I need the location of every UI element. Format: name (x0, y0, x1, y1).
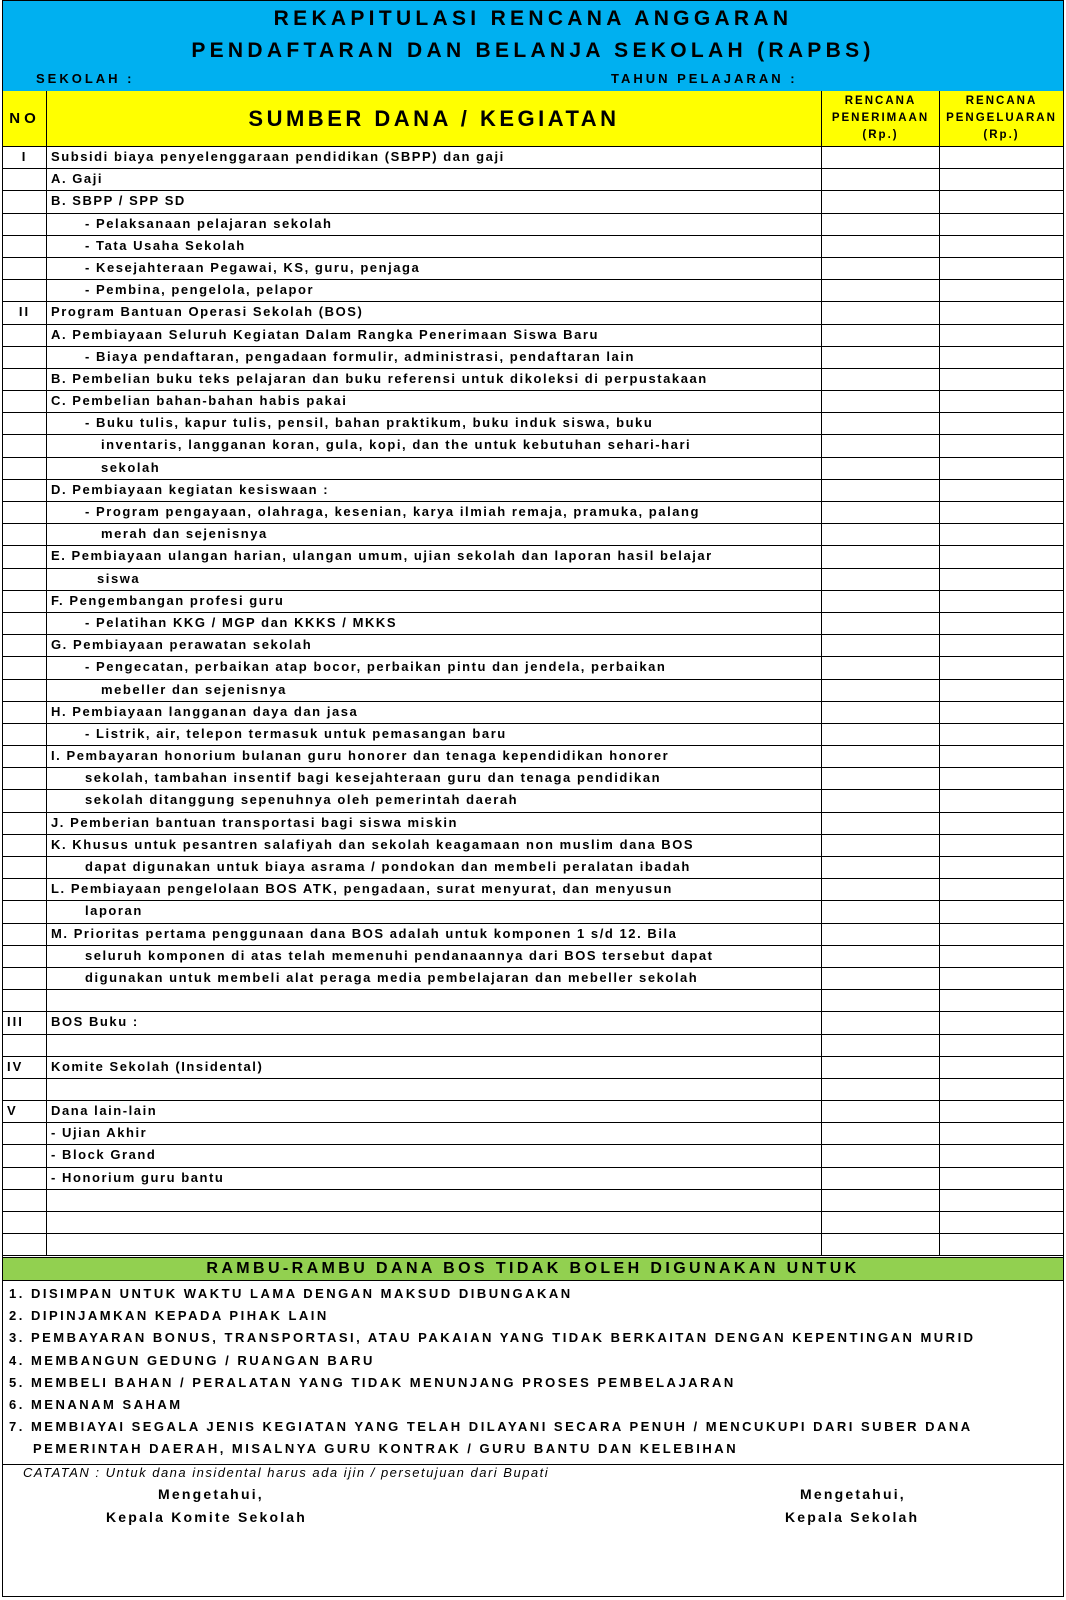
table-row (3, 1035, 1063, 1057)
rencana-penerimaan-cell[interactable] (822, 236, 940, 257)
table-row (3, 214, 1063, 236)
rencana-pengeluaran-cell[interactable] (940, 258, 1063, 279)
rencana-penerimaan-cell[interactable] (822, 191, 940, 212)
table-row (3, 569, 1063, 591)
table-row (3, 391, 1063, 413)
rencana-pengeluaran-cell[interactable] (940, 879, 1063, 900)
table-row (3, 1168, 1063, 1190)
row-description: sekolah, tambahan insentif bagi kesejahteraan guru dan tenaga pendidikan (47, 768, 822, 789)
row-number (3, 258, 47, 279)
rencana-pengeluaran-cell[interactable] (940, 325, 1063, 346)
header-penerimaan-line: PENERIMAAN (831, 112, 930, 124)
rambu-item: 6. MENANAM SAHAM (9, 1397, 183, 1413)
row-description: B. Pembelian buku teks pelajaran dan buku referensi untuk dikoleksi di perpustakaan (47, 369, 822, 390)
row-description: A. Gaji (47, 169, 822, 190)
table-row (3, 524, 1063, 546)
row-description: J. Pemberian bantuan transportasi bagi siswa miskin (47, 813, 822, 834)
rencana-penerimaan-cell[interactable] (822, 458, 940, 479)
row-number (3, 1145, 47, 1166)
rencana-penerimaan-cell[interactable] (822, 480, 940, 501)
row-description: seluruh komponen di atas telah memenuhi pendanaannya dari BOS tersebut dapat (47, 946, 822, 967)
rencana-penerimaan-cell[interactable] (822, 901, 940, 922)
rencana-penerimaan-cell[interactable] (822, 1123, 940, 1144)
header-rencana-pengeluaran (940, 91, 1063, 146)
header-pengeluaran-line: (Rp.) (983, 129, 1020, 141)
rencana-pengeluaran-cell[interactable] (940, 657, 1063, 678)
rencana-pengeluaran-cell[interactable] (940, 347, 1063, 368)
row-description (47, 1234, 822, 1255)
title-line-2: PENDAFTARAN DAN BELANJA SEKOLAH (RAPBS) (191, 39, 875, 62)
row-description: Komite Sekolah (Insidental) (47, 1057, 822, 1078)
rambu-item: 3. PEMBAYARAN BONUS, TRANSPORTASI, ATAU PAKAIAN YANG TIDAK BERKAITAN DENGAN KEPENTINGAN MURID (9, 1330, 976, 1346)
rencana-pengeluaran-cell[interactable] (940, 435, 1063, 456)
row-number (3, 724, 47, 745)
row-number (3, 191, 47, 212)
table-row (3, 746, 1063, 768)
rapbs-sheet (2, 0, 1064, 1597)
table-row (3, 657, 1063, 679)
table-row (3, 413, 1063, 435)
row-number (3, 458, 47, 479)
rambu-item: PEMERINTAH DAERAH, MISALNYA GURU KONTRAK / GURU BANTU DAN KELEBIHAN (33, 1441, 739, 1457)
rencana-pengeluaran-cell[interactable] (940, 1101, 1063, 1122)
rencana-penerimaan-cell[interactable] (822, 325, 940, 346)
rencana-pengeluaran-cell[interactable] (940, 1079, 1063, 1100)
row-description: - Kesejahteraan Pegawai, KS, guru, penjaga (47, 258, 822, 279)
row-description: D. Pembiayaan kegiatan kesiswaan : (47, 480, 822, 501)
rencana-pengeluaran-cell[interactable] (940, 635, 1063, 656)
title-band (3, 1, 1063, 92)
row-number (3, 236, 47, 257)
rencana-penerimaan-cell[interactable] (822, 968, 940, 989)
row-number (3, 369, 47, 390)
rencana-penerimaan-cell[interactable] (822, 413, 940, 434)
rencana-pengeluaran-cell[interactable] (940, 413, 1063, 434)
table-row (3, 191, 1063, 213)
rencana-penerimaan-cell[interactable] (822, 1101, 940, 1122)
rencana-penerimaan-cell[interactable] (822, 591, 940, 612)
row-description (47, 1079, 822, 1100)
rencana-pengeluaran-cell[interactable] (940, 169, 1063, 190)
rencana-pengeluaran-cell[interactable] (940, 236, 1063, 257)
row-description: BOS Buku : (47, 1012, 822, 1033)
rencana-penerimaan-cell[interactable] (822, 879, 940, 900)
row-description (47, 1190, 822, 1211)
rencana-penerimaan-cell[interactable] (822, 1234, 940, 1255)
row-number (3, 901, 47, 922)
row-description: - Listrik, air, telepon termasuk untuk pemasangan baru (47, 724, 822, 745)
row-number (3, 169, 47, 190)
header-rencana-penerimaan (822, 91, 940, 146)
rencana-penerimaan-cell[interactable] (822, 1012, 940, 1033)
rencana-pengeluaran-cell[interactable] (940, 990, 1063, 1011)
header-sumber-dana: SUMBER DANA / KEGIATAN (47, 91, 822, 146)
sekolah-label: SEKOLAH : (36, 71, 135, 86)
row-number (3, 857, 47, 878)
tahun-pelajaran-label: TAHUN PELAJARAN : (611, 71, 798, 86)
row-description: - Pengecatan, perbaikan atap bocor, perbaikan pintu dan jendela, perbaikan (47, 657, 822, 678)
row-number: II (3, 302, 47, 323)
rencana-penerimaan-cell[interactable] (822, 369, 940, 390)
row-description: sekolah ditanggung sepenuhnya oleh pemerintah daerah (47, 790, 822, 811)
row-description: mebeller dan sejenisnya (47, 680, 822, 701)
rencana-penerimaan-cell[interactable] (822, 768, 940, 789)
rencana-pengeluaran-cell[interactable] (940, 835, 1063, 856)
row-number (3, 413, 47, 434)
table-row (3, 435, 1063, 457)
rencana-pengeluaran-cell[interactable] (940, 1168, 1063, 1189)
table-row (3, 1123, 1063, 1145)
row-description: K. Khusus untuk pesantren salafiyah dan sekolah keagamaan non muslim dana BOS (47, 835, 822, 856)
rencana-pengeluaran-cell[interactable] (940, 147, 1063, 168)
rencana-penerimaan-cell[interactable] (822, 813, 940, 834)
row-number (3, 990, 47, 1011)
rencana-penerimaan-cell[interactable] (822, 657, 940, 678)
row-number (3, 546, 47, 567)
rencana-penerimaan-cell[interactable] (822, 569, 940, 590)
table-row (3, 591, 1063, 613)
rencana-pengeluaran-cell[interactable] (940, 746, 1063, 767)
table-row (3, 790, 1063, 812)
table-row (3, 1101, 1063, 1123)
row-number: III (3, 1012, 47, 1033)
row-description (47, 990, 822, 1011)
row-number: IV (3, 1057, 47, 1078)
rencana-pengeluaran-cell[interactable] (940, 1057, 1063, 1078)
rencana-penerimaan-cell[interactable] (822, 524, 940, 545)
rencana-pengeluaran-cell[interactable] (940, 391, 1063, 412)
rencana-pengeluaran-cell[interactable] (940, 1190, 1063, 1211)
row-number (3, 1234, 47, 1255)
table-row (3, 1212, 1063, 1234)
rencana-penerimaan-cell[interactable] (822, 302, 940, 323)
rencana-penerimaan-cell[interactable] (822, 835, 940, 856)
row-number (3, 347, 47, 368)
table-row (3, 258, 1063, 280)
rencana-penerimaan-cell[interactable] (822, 724, 940, 745)
rencana-penerimaan-cell[interactable] (822, 790, 940, 811)
rencana-penerimaan-cell[interactable] (822, 1035, 940, 1056)
row-description: G. Pembiayaan perawatan sekolah (47, 635, 822, 656)
table-row (3, 280, 1063, 302)
rencana-penerimaan-cell[interactable] (822, 280, 940, 301)
table-row (3, 369, 1063, 391)
rencana-pengeluaran-cell[interactable] (940, 280, 1063, 301)
row-description: - Pelatihan KKG / MGP dan KKKS / MKKS (47, 613, 822, 634)
row-number (3, 391, 47, 412)
rencana-penerimaan-cell[interactable] (822, 702, 940, 723)
row-number (3, 768, 47, 789)
rencana-pengeluaran-cell[interactable] (940, 768, 1063, 789)
header-pengeluaran-line: RENCANA (965, 95, 1038, 107)
rencana-penerimaan-cell[interactable] (822, 1057, 940, 1078)
row-number: V (3, 1101, 47, 1122)
row-number (3, 635, 47, 656)
rencana-penerimaan-cell[interactable] (822, 1168, 940, 1189)
table-row (3, 990, 1063, 1012)
rencana-penerimaan-cell[interactable] (822, 169, 940, 190)
row-description: - Pembina, pengelola, pelapor (47, 280, 822, 301)
rencana-pengeluaran-cell[interactable] (940, 546, 1063, 567)
row-description: - Honorium guru bantu (47, 1168, 822, 1189)
row-number (3, 657, 47, 678)
row-number (3, 946, 47, 967)
rambu-item: 5. MEMBELI BAHAN / PERALATAN YANG TIDAK MENUNJANG PROSES PEMBELAJARAN (9, 1374, 736, 1390)
table-row (3, 724, 1063, 746)
signature-left-role: Kepala Komite Sekolah (106, 1509, 308, 1525)
table-row (3, 1145, 1063, 1167)
table-row (3, 458, 1063, 480)
table-row (3, 147, 1063, 169)
row-description: E. Pembiayaan ulangan harian, ulangan umum, ujian sekolah dan laporan hasil belajar (47, 546, 822, 567)
table-row (3, 768, 1063, 790)
rencana-penerimaan-cell[interactable] (822, 502, 940, 523)
row-number (3, 790, 47, 811)
row-number (3, 435, 47, 456)
row-number (3, 214, 47, 235)
rencana-pengeluaran-cell[interactable] (940, 724, 1063, 745)
row-description: C. Pembelian bahan-bahan habis pakai (47, 391, 822, 412)
row-description (47, 1035, 822, 1056)
rencana-penerimaan-cell[interactable] (822, 147, 940, 168)
signature-right-role: Kepala Sekolah (785, 1509, 920, 1525)
header-pengeluaran-line: PENGELUARAN (946, 112, 1057, 124)
rencana-pengeluaran-cell[interactable] (940, 901, 1063, 922)
rencana-pengeluaran-cell[interactable] (940, 458, 1063, 479)
row-description: H. Pembiayaan langganan daya dan jasa (47, 702, 822, 723)
row-description: Program Bantuan Operasi Sekolah (BOS) (47, 302, 822, 323)
row-number (3, 524, 47, 545)
row-number (3, 924, 47, 945)
rencana-penerimaan-cell[interactable] (822, 946, 940, 967)
row-description: - Pelaksanaan pelajaran sekolah (47, 214, 822, 235)
row-number (3, 613, 47, 634)
row-description (47, 1212, 822, 1233)
rencana-pengeluaran-cell[interactable] (940, 946, 1063, 967)
table-row (3, 924, 1063, 946)
row-description: sekolah (47, 458, 822, 479)
rencana-penerimaan-cell[interactable] (822, 857, 940, 878)
rambu-item: 2. DIPINJAMKAN KEPADA PIHAK LAIN (9, 1308, 329, 1324)
row-description: I. Pembayaran honorium bulanan guru honorer dan tenaga kependidikan honorer (47, 746, 822, 767)
row-number (3, 1168, 47, 1189)
table-row (3, 702, 1063, 724)
rambu-item: 4. MEMBANGUN GEDUNG / RUANGAN BARU (9, 1352, 375, 1368)
title-line-1: REKAPITULASI RENCANA ANGGARAN (273, 7, 793, 30)
rencana-pengeluaran-cell[interactable] (940, 191, 1063, 212)
row-description: Subsidi biaya penyelenggaraan pendidikan (SBPP) dan gaji (47, 147, 822, 168)
row-number (3, 325, 47, 346)
table-body (3, 147, 1063, 1257)
rencana-penerimaan-cell[interactable] (822, 1079, 940, 1100)
table-row (3, 879, 1063, 901)
rencana-penerimaan-cell[interactable] (822, 613, 940, 634)
table-row (3, 236, 1063, 258)
row-description: laporan (47, 901, 822, 922)
row-number (3, 569, 47, 590)
rencana-pengeluaran-cell[interactable] (940, 302, 1063, 323)
row-description: L. Pembiayaan pengelolaan BOS ATK, pengadaan, surat menyurat, dan menyusun (47, 879, 822, 900)
table-row (3, 1012, 1063, 1034)
table-row (3, 635, 1063, 657)
row-description: - Biaya pendaftaran, pengadaan formulir, administrasi, pendaftaran lain (47, 347, 822, 368)
row-description: - Program pengayaan, olahraga, kesenian, karya ilmiah remaja, pramuka, palang (47, 502, 822, 523)
rencana-pengeluaran-cell[interactable] (940, 214, 1063, 235)
rencana-penerimaan-cell[interactable] (822, 990, 940, 1011)
row-number (3, 835, 47, 856)
row-number (3, 280, 47, 301)
table-row (3, 901, 1063, 923)
table-row (3, 946, 1063, 968)
row-number (3, 968, 47, 989)
row-number: I (3, 147, 47, 168)
rencana-penerimaan-cell[interactable] (822, 1190, 940, 1211)
row-number (3, 1079, 47, 1100)
table-row (3, 325, 1063, 347)
rencana-pengeluaran-cell[interactable] (940, 613, 1063, 634)
row-description: inventaris, langganan koran, gula, kopi, dan the untuk kebutuhan sehari-hari (47, 435, 822, 456)
rambu-item: 7. MEMBIAYAI SEGALA JENIS KEGIATAN YANG TELAH DILAYANI SECARA PENUH / MENCUKUPI DARI SUBER DANA (9, 1419, 973, 1435)
row-description: - Block Grand (47, 1145, 822, 1166)
row-number (3, 591, 47, 612)
row-description: siswa (47, 569, 822, 590)
table-row (3, 857, 1063, 879)
catatan-note: CATATAN : Untuk dana insidental harus ada ijin / persetujuan dari Bupati (23, 1465, 550, 1480)
rencana-pengeluaran-cell[interactable] (940, 369, 1063, 390)
rencana-pengeluaran-cell[interactable] (940, 790, 1063, 811)
rencana-penerimaan-cell[interactable] (822, 924, 940, 945)
row-description: merah dan sejenisnya (47, 524, 822, 545)
table-row (3, 835, 1063, 857)
row-description: B. SBPP / SPP SD (47, 191, 822, 212)
rambu-list (9, 1283, 1059, 1461)
signature-left-mengetahui: Mengetahui, (158, 1486, 264, 1502)
row-description: - Tata Usaha Sekolah (47, 236, 822, 257)
rencana-penerimaan-cell[interactable] (822, 546, 940, 567)
table-row (3, 680, 1063, 702)
row-number (3, 702, 47, 723)
row-description: M. Prioritas pertama penggunaan dana BOS adalah untuk komponen 1 s/d 12. Bila (47, 924, 822, 945)
row-number (3, 813, 47, 834)
table-row (3, 1190, 1063, 1212)
header-no: NO (3, 91, 47, 146)
rambu-title: RAMBU-RAMBU DANA BOS TIDAK BOLEH DIGUNAKAN UNTUK (3, 1257, 1063, 1281)
table-row (3, 1234, 1063, 1256)
rencana-penerimaan-cell[interactable] (822, 1145, 940, 1166)
rencana-pengeluaran-cell[interactable] (940, 1123, 1063, 1144)
rencana-penerimaan-cell[interactable] (822, 1212, 940, 1233)
row-description: Dana lain-lain (47, 1101, 822, 1122)
row-description: digunakan untuk membeli alat peraga media pembelajaran dan mebeller sekolah (47, 968, 822, 989)
rencana-penerimaan-cell[interactable] (822, 347, 940, 368)
row-description: dapat digunakan untuk biaya asrama / pondokan dan membeli peralatan ibadah (47, 857, 822, 878)
table-row (3, 613, 1063, 635)
rencana-penerimaan-cell[interactable] (822, 635, 940, 656)
table-header (3, 91, 1063, 147)
row-number (3, 502, 47, 523)
rencana-pengeluaran-cell[interactable] (940, 1035, 1063, 1056)
table-row (3, 1057, 1063, 1079)
rencana-pengeluaran-cell[interactable] (940, 1234, 1063, 1255)
rencana-pengeluaran-cell[interactable] (940, 1212, 1063, 1233)
rencana-pengeluaran-cell[interactable] (940, 480, 1063, 501)
table-row (3, 480, 1063, 502)
row-description: F. Pengembangan profesi guru (47, 591, 822, 612)
row-number (3, 1190, 47, 1211)
table-row (3, 502, 1063, 524)
rencana-pengeluaran-cell[interactable] (940, 1012, 1063, 1033)
row-description: - Buku tulis, kapur tulis, pensil, bahan praktikum, buku induk siswa, buku (47, 413, 822, 434)
rencana-pengeluaran-cell[interactable] (940, 813, 1063, 834)
table-row (3, 1079, 1063, 1101)
row-number (3, 680, 47, 701)
rencana-pengeluaran-cell[interactable] (940, 502, 1063, 523)
header-penerimaan-line: RENCANA (844, 95, 917, 107)
header-penerimaan-line: (Rp.) (862, 129, 899, 141)
row-number (3, 1123, 47, 1144)
rencana-pengeluaran-cell[interactable] (940, 680, 1063, 701)
row-number (3, 746, 47, 767)
table-row (3, 813, 1063, 835)
row-number (3, 1212, 47, 1233)
table-row (3, 968, 1063, 990)
rambu-item: 1. DISIMPAN UNTUK WAKTU LAMA DENGAN MAKSUD DIBUNGAKAN (9, 1286, 573, 1301)
row-number (3, 879, 47, 900)
rencana-pengeluaran-cell[interactable] (940, 968, 1063, 989)
table-row (3, 302, 1063, 324)
table-row (3, 169, 1063, 191)
rencana-pengeluaran-cell[interactable] (940, 569, 1063, 590)
rencana-penerimaan-cell[interactable] (822, 258, 940, 279)
row-number (3, 480, 47, 501)
rencana-pengeluaran-cell[interactable] (940, 924, 1063, 945)
row-number (3, 1035, 47, 1056)
row-description: - Ujian Akhir (47, 1123, 822, 1144)
rencana-pengeluaran-cell[interactable] (940, 702, 1063, 723)
rencana-pengeluaran-cell[interactable] (940, 591, 1063, 612)
rencana-pengeluaran-cell[interactable] (940, 524, 1063, 545)
table-row (3, 546, 1063, 568)
signature-right-mengetahui: Mengetahui, (800, 1486, 906, 1502)
rencana-penerimaan-cell[interactable] (822, 214, 940, 235)
rencana-penerimaan-cell[interactable] (822, 435, 940, 456)
row-description: A. Pembiayaan Seluruh Kegiatan Dalam Rangka Penerimaan Siswa Baru (47, 325, 822, 346)
rencana-penerimaan-cell[interactable] (822, 680, 940, 701)
rencana-pengeluaran-cell[interactable] (940, 857, 1063, 878)
rencana-pengeluaran-cell[interactable] (940, 1145, 1063, 1166)
table-row (3, 347, 1063, 369)
rencana-penerimaan-cell[interactable] (822, 391, 940, 412)
rencana-penerimaan-cell[interactable] (822, 746, 940, 767)
